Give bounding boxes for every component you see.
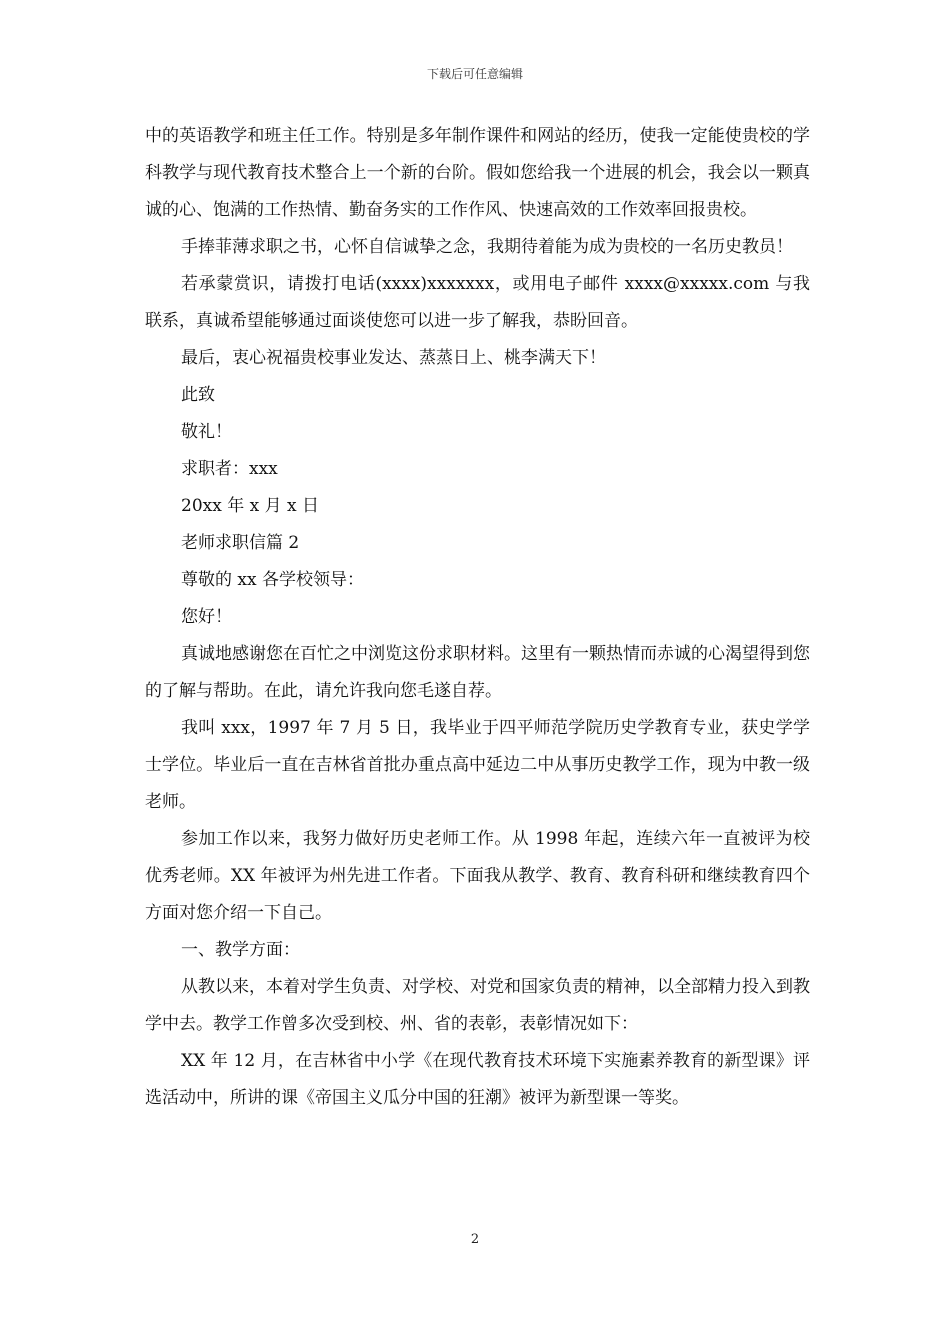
paragraph-introduction: 我叫 xxx，1997 年 7 月 5 日，我毕业于四平师范学院历史学教育专业，获史学学士学位。毕业后一直在吉林省首批办重点高中延边二中从事历史教学工作，现为中教一级老师。 (145, 718, 810, 812)
closing-regards: 敬礼！ (181, 422, 232, 442)
paragraph-wishes: 最后，衷心祝福贵校事业发达、蒸蒸日上、桃李满天下！ (181, 348, 606, 368)
subsection-heading: 一、教学方面： (181, 940, 300, 960)
signature-date: 20xx 年 x 月 x 日 (181, 496, 320, 516)
paragraph-teaching: 从教以来，本着对学生负责、对学校、对党和国家负责的精神，以全部精力投入到教学中去。教学工作曾多次受到校、州、省的表彰，表彰情况如下： (145, 977, 810, 1034)
page-header: 下载后可任意编辑 (426, 67, 523, 81)
paragraph-contact: 若承蒙赏识，请拨打电话(xxxx)xxxxxxx，或用电子邮件 xxxx@xxxxx.com 与我联系，真诚希望能够通过面谈使您可以进一步了解我，恭盼回音。 (145, 274, 810, 331)
signature-applicant: 求职者：xxx (181, 459, 278, 479)
paragraph-work-history: 参加工作以来，我努力做好历史老师工作。从 1998 年起，连续六年一直被评为校优秀老师。XX 年被评为州先进工作者。下面我从教学、教育、教育科研和继续教育四个方面对您介绍一下自己。 (145, 829, 810, 923)
paragraph-award: XX 年 12 月，在吉林省中小学《在现代教育技术环境下实施素养教育的新型课》评选活动中，所讲的课《帝国主义瓜分中国的狂潮》被评为新型课一等奖。 (145, 1051, 810, 1108)
page-number: 2 (470, 1232, 480, 1247)
paragraph-expectation: 手捧菲薄求职之书，心怀自信诚挚之念，我期待着能为成为贵校的一名历史教员！ (181, 237, 793, 257)
letter-greeting: 尊敬的 xx 各学校领导： (181, 570, 364, 590)
document-body (145, 118, 810, 1117)
section-title: 老师求职信篇 2 (181, 533, 300, 553)
closing-salutation: 此致 (181, 385, 215, 405)
paragraph-continuation: 中的英语教学和班主任工作。特别是多年制作课件和网站的经历，使我一定能使贵校的学科教学与现代教育技术整合上一个新的台阶。假如您给我一个进展的机会，我会以一颗真诚的心、饱满的工作热情、勤奋务实的工作作风、快速高效的工作效率回报贵校。 (145, 126, 810, 220)
letter-hello: 您好！ (181, 607, 232, 627)
paragraph-thanks: 真诚地感谢您在百忙之中浏览这份求职材料。这里有一颗热情而赤诚的心渴望得到您的了解与帮助。在此，请允许我向您毛遂自荐。 (145, 644, 810, 701)
